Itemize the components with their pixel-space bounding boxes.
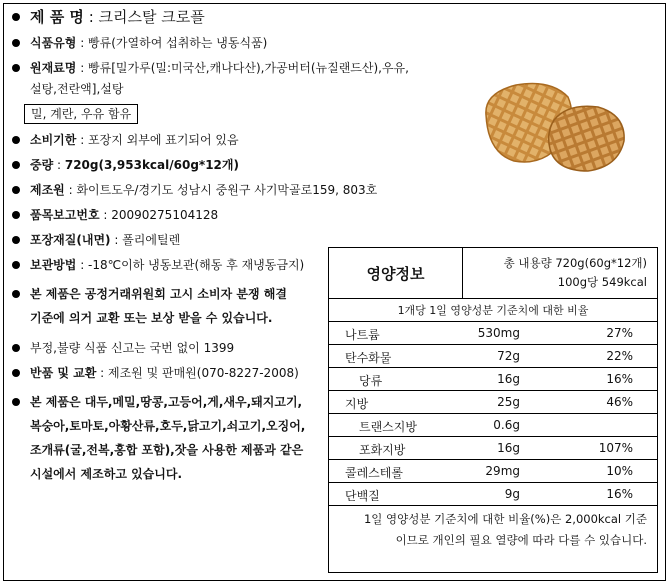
footnote-line: 이므로 개인의 필요 열량에 따라 다를 수 있습니다. [395, 533, 647, 547]
manufacturer-label: 제조원 [30, 183, 65, 197]
ingredients-row: 원재료명 : 빵류[밀가루(밀:미국산,캐나다산),가공버터(뉴질랜드산),우유, [10, 60, 430, 76]
ingredients-value: 빵류[밀가루(밀:미국산,캐나다산),가공버터(뉴질랜드산),우유, [88, 61, 409, 75]
product-name-row: 제 품 명 : 크리스탈 크로플 [10, 8, 430, 26]
nutrient-percent: 27% [606, 326, 633, 340]
nutrient-row-saturated-fat [329, 437, 657, 460]
report-number-value: 20090275104128 [111, 208, 219, 222]
nutrient-percent: 46% [606, 395, 633, 409]
nutrient-value: 9g [504, 487, 520, 501]
bullet-icon [12, 64, 20, 72]
food-type-value: 빵류(가열하여 섭취하는 냉동식품) [88, 36, 268, 50]
bullet-icon [12, 211, 20, 219]
bullet-icon [12, 186, 20, 194]
compensation-row [10, 282, 330, 330]
nutrition-table [328, 247, 658, 573]
nutrient-name: 단백질 [345, 489, 380, 503]
weight-label: 중량 [30, 158, 54, 172]
nutrient-row-sodium [329, 322, 657, 345]
storage-row: 보관방법 : -18℃이하 냉동보관(해동 후 재냉동금지) [10, 257, 430, 273]
nutrient-row-cholesterol [329, 460, 657, 483]
bullet-icon [12, 136, 20, 144]
expiry-row: 소비기한 : 포장지 외부에 표기되어 있음 [10, 132, 430, 148]
bullet-icon [12, 290, 20, 298]
bullet-icon [12, 39, 20, 47]
allergen-box: 밀, 계란, 우유 함유 [24, 104, 138, 124]
allergy-note-row [10, 390, 330, 486]
ingredients-label: 원재료명 [30, 61, 77, 75]
nutrient-name: 포화지방 [359, 443, 406, 457]
storage-label: 보관방법 [30, 258, 77, 272]
expiry-value: 포장지 외부에 표기되어 있음 [88, 133, 239, 147]
nutrient-percent: 107% [598, 441, 633, 455]
nutrient-value: 530mg [477, 326, 520, 340]
packaging-row: 포장재질(내면) : 폴리에틸렌 [10, 232, 430, 248]
nutrition-footnote [329, 506, 657, 551]
nutrient-percent: 16% [606, 372, 633, 386]
nutrient-percent: 22% [606, 349, 633, 363]
footnote-line: 1일 영양성분 기준치에 대한 비율(%)은 2,000kcal 기준 [363, 512, 647, 526]
product-name-label: 제 품 명 [30, 8, 84, 26]
nutrient-percent: 10% [606, 464, 633, 478]
allergy-note-line: 본 제품은 대두,메밀,땅콩,고등어,게,새우,돼지고기, [30, 395, 303, 409]
bullet-icon [12, 13, 20, 21]
allergy-note-line: 조개류(굴,전복,홍합 포함),잣을 사용한 제품과 같은 [30, 443, 304, 457]
manufacturer-row: 제조원 : 화이트도우/경기도 성남시 중원구 사기막골로159, 803호 [10, 182, 430, 198]
bullet-icon [12, 161, 20, 169]
nutrient-value: 16g [497, 372, 520, 386]
nutrient-percent: 16% [606, 487, 633, 501]
report-bad-text: 부정,불량 식품 신고는 국번 없이 1399 [30, 341, 235, 355]
allergy-note-line: 시설에서 제조하고 있습니다. [30, 467, 183, 481]
croffle-image [476, 75, 631, 175]
report-number-row: 품목보고번호 : 20090275104128 [10, 207, 430, 223]
nutrient-name: 트랜스지방 [359, 420, 417, 434]
nutrient-row-fat [329, 391, 657, 414]
total-amount: 총 내용량 720g(60g*12개) [503, 256, 647, 270]
compensation-text-continued: 기준에 의거 교환 또는 보상 받을 수 있습니다. [30, 311, 273, 325]
return-row: 반품 및 교환 : 제조원 및 판매원(070-8227-2008) [10, 365, 430, 381]
nutrient-name: 콜레스테롤 [345, 466, 403, 480]
per-100g-calories: 100g당 549kcal [557, 275, 647, 289]
return-value: 제조원 및 판매원(070-8227-2008) [108, 366, 299, 380]
food-type-label: 식품유형 [30, 36, 77, 50]
nutrition-title: 영양정보 [329, 248, 463, 298]
nutrient-name: 나트륨 [345, 328, 380, 342]
nutrient-name: 탄수화물 [345, 351, 392, 365]
expiry-label: 소비기한 [30, 133, 77, 147]
nutrient-row-protein [329, 483, 657, 506]
food-type-row: 식품유형 : 빵류(가열하여 섭취하는 냉동식품) [10, 35, 430, 51]
report-number-label: 품목보고번호 [30, 208, 100, 222]
nutrient-value: 72g [497, 349, 520, 363]
nutrition-amount [463, 248, 657, 298]
nutrition-subheader: 1개당 1일 영양성분 기준치에 대한 비율 [329, 299, 657, 322]
nutrient-name: 당류 [359, 374, 383, 388]
nutrition-header [329, 248, 657, 299]
nutrient-name: 지방 [345, 397, 369, 411]
bullet-icon [12, 398, 20, 406]
nutrient-value: 29mg [485, 464, 520, 478]
nutrient-value: 16g [497, 441, 520, 455]
nutrient-value: 25g [497, 395, 520, 409]
allergy-note-line: 복숭아,토마토,아황산류,호두,닭고기,쇠고기,오징어, [30, 419, 306, 433]
weight-row: 중량 : 720g(3,953kcal/60g*12개) [10, 157, 430, 173]
nutrient-row-trans-fat [329, 414, 657, 437]
bullet-icon [12, 261, 20, 269]
weight-value: 720g(3,953kcal/60g*12개) [64, 158, 239, 172]
packaging-value: 폴리에틸렌 [122, 233, 181, 247]
compensation-text: 본 제품은 공정거래위원회 고시 소비자 분쟁 해결 [30, 287, 287, 301]
nutrient-row-sugars [329, 368, 657, 391]
manufacturer-value: 화이트도우/경기도 성남시 중원구 사기막골로159, 803호 [76, 183, 378, 197]
bullet-icon [12, 369, 20, 377]
product-name-value: 크리스탈 크로플 [98, 8, 205, 26]
bullet-icon [12, 344, 20, 352]
bullet-icon [12, 236, 20, 244]
nutrient-value: 0.6g [493, 418, 520, 432]
nutrient-row-carbohydrate [329, 345, 657, 368]
ingredients-continued: 설탕,전란액],설탕 [30, 82, 124, 96]
return-label: 반품 및 교환 [30, 366, 97, 380]
packaging-label: 포장재질(내면) [30, 233, 111, 247]
storage-value: -18℃이하 냉동보관(해동 후 재냉동금지) [88, 258, 305, 272]
